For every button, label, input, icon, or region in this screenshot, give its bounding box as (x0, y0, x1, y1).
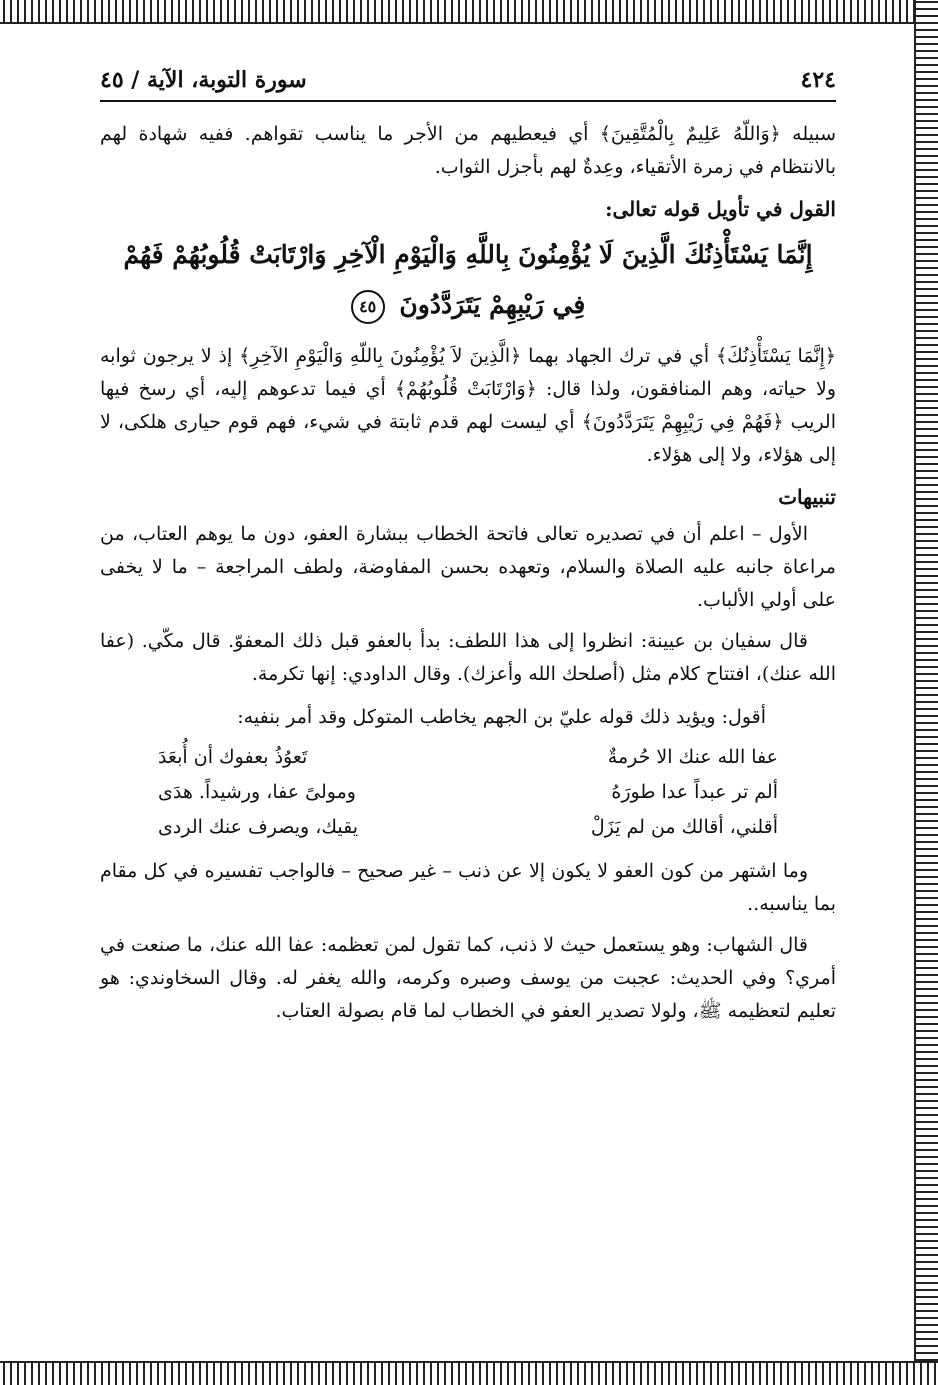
notes-heading: تنبيهات (778, 485, 836, 509)
poem (158, 740, 778, 845)
verse-number: ٤٥ (351, 290, 385, 324)
note-sufyan: قال سفيان بن عيينة: انظروا إلى هذا اللطف: بدأ بالعفو قبل ذلك المعفوّ. قال مكّي. (عفا الله عنك)، افتتاح كلام مثل (أصلحك الله وأعزك). وقال الداودي: إنها تكرمة. (100, 630, 836, 685)
running-header (100, 60, 836, 102)
section-heading: القول في تأويل قوله تعالى: (605, 197, 836, 221)
surah-reference: سورة التوبة، الآية / ٤٥ (100, 67, 307, 93)
page-number: ٤٢٤ (800, 67, 836, 93)
verse-line-1: إِنَّمَا يَسْتَأْذِنُكَ الَّذِينَ لَا يُؤْمِنُونَ بِاللَّهِ وَالْيَوْمِ الْآخِرِ وَارْتَابَتْ قُلُوبُهُمْ فَهُمْ (123, 240, 813, 269)
poem-hemistich-second: تَعوُذُ بعفوك أن أُبعَدَ (158, 746, 308, 768)
poem-hemistich-first: عفا الله عنك الا حُرمةٌ (607, 746, 778, 768)
poem-hemistich-first: أقلني، أقالك من لم يَزَلْ (590, 816, 778, 838)
quran-verse (100, 230, 836, 330)
page-border-bottom (0, 1361, 938, 1385)
tafsir-paragraph: ﴿إِنَّمَا يَسْتَأْذِنُكَ﴾ أي في ترك الجهاد بهما ﴿الَّذِينَ لاَ يُؤْمِنُونَ بِاللّهِ وَالْيَوْمِ الآخِرِ﴾ إذ لا يرجون ثوابه ولا حياته، وهم المنافقون، ولذا قال: ﴿وَارْتَابَتْ قُلُوبُهُمْ﴾ أي فيما تدعوهم إليه، أي رسخ فيها الريب ﴿فَهُمْ فِي رَيْبِهِمْ يَتَرَدَّدُونَ﴾ أي ليست لهم قدم ثابتة في شيء، فهم قوم حيارى هلكى، لا إلى هؤلاء، ولا إلى هؤلاء. (100, 345, 836, 466)
intro-paragraph: سبيله ﴿وَاللّهُ عَلِيمٌ بِالْمُتَّقِينَ﴾ أي فيعطيهم من الأجر ما يناسب تقواهم. ففيه شهادة لهم بالانتظام في زمرة الأتقياء، وعِدةٌ لهم بأجزل الثواب. (100, 123, 836, 178)
poem-verse (158, 775, 778, 810)
note-famous: وما اشتهر من كون العفو لا يكون إلا عن ذنب – غير صحيح – فالواجب تفسيره في كل مقام بما يناسبه.. (100, 860, 836, 915)
page-border-top (0, 0, 938, 24)
note-shihab: قال الشهاب: وهو يستعمل حيث لا ذنب، كما تقول لمن تعظمه: عفا الله عنك، ما صنعت في أمري؟ وفي الحديث: عجبت من يوسف وصبره وكرمه، والله يغفر له. وقال السخاوندي: هو تعليم لتعظيمه ﷺ، ولولا تصدير العفو في الخطاب لما قام بصولة العتاب. (100, 934, 836, 1022)
poem-hemistich-second: ومولىً عفا، ورشيداً. هدَى (158, 781, 356, 803)
poem-verse (158, 740, 778, 775)
poem-verse (158, 810, 778, 845)
poem-hemistich-second: يقيك، ويصرف عنك الردى (158, 816, 358, 838)
page-body (100, 60, 836, 1036)
verse-line-2 (100, 280, 836, 330)
page-border-right (914, 0, 938, 1385)
poem-intro: أقول: ويؤيد ذلك قوله عليّ بن الجهم يخاطب المتوكل وقد أمر بنفيه: (237, 706, 766, 728)
verse-line-2-text: فِي رَيْبِهِمْ يَتَرَدَّدُونَ (399, 290, 586, 319)
note-first: الأول – اعلم أن في تصديره تعالى فاتحة الخطاب ببشارة العفو، دون ما يوهم العتاب، من مراعاة جانبه عليه الصلاة والسلام، وتعهده بحسن المفاوضة، ولطف المراجعة – ما لا يخفى على أولي الألباب. (100, 523, 836, 611)
poem-hemistich-first: ألم تر عبداً عدا طورَهُ (611, 781, 778, 803)
